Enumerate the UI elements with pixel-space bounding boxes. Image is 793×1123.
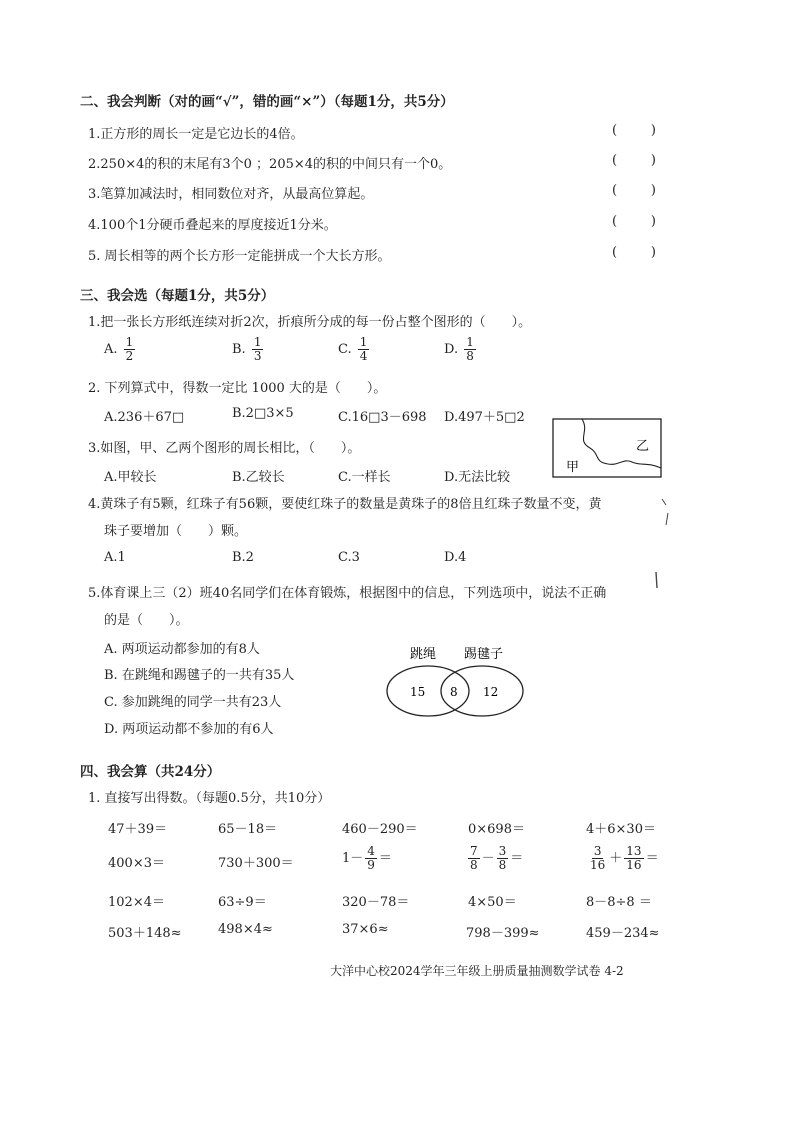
q5-option-b[interactable]: B. 在跳绳和踢毽子的一共有35人 — [104, 668, 295, 683]
fraction: $\frac{4}{9}$ — [367, 844, 375, 872]
figure-label-yi: 乙 — [636, 439, 650, 454]
q1-option-a[interactable] — [104, 336, 137, 363]
figure-label-jia: 甲 — [566, 460, 580, 475]
scan-mark — [658, 495, 674, 531]
choice-q2-text: 2. 下列算式中，得数一定比 1000 大的是（ ）。 — [88, 381, 387, 396]
q4-option-b[interactable]: B.2 — [232, 550, 254, 565]
calc-r1-2: 65－18＝ — [218, 822, 278, 837]
q2-option-d[interactable]: D.497＋5□2 — [444, 410, 525, 425]
option-label: D. — [444, 342, 459, 357]
choice-q1-text: 1.把一张长方形纸连续对折2次，折痕所分成的每一份占整个图形的（ ）。 — [88, 315, 532, 330]
q4-option-a[interactable]: A.1 — [104, 550, 126, 565]
paren-open: ( — [612, 214, 618, 229]
q3-option-d[interactable]: D.无法比较 — [444, 470, 511, 485]
page-footer: 大洋中心校2024学年三年级上册质量抽测数学试卷 4-2 — [330, 964, 624, 978]
fraction: $\frac{1}{2}$ — [125, 335, 134, 363]
option-label: A. — [104, 342, 118, 357]
scan-mark — [652, 570, 662, 592]
calc-r1-4: 0×698＝ — [468, 822, 525, 837]
venn-label-left: 跳绳 — [410, 647, 437, 662]
calc-r3-2: 63÷9＝ — [218, 895, 267, 910]
q1-option-b[interactable] — [232, 336, 265, 363]
perimeter-figure — [552, 418, 664, 480]
choice-q5-line2: 的是（ ）。 — [104, 613, 189, 628]
answer-blank-5[interactable] — [612, 245, 656, 260]
judge-item-4: 4.100个1分硬币叠起来的厚度接近1分米。 — [88, 218, 337, 233]
paren-open: ( — [612, 153, 618, 168]
q4-option-d[interactable]: D.4 — [444, 550, 467, 565]
venn-label-right: 踢毽子 — [464, 647, 504, 662]
section3-heading: 三、我会选（每题1分，共5分） — [80, 288, 275, 304]
choice-q5-line1: 5.体育课上三（2）班40名同学们在体育锻炼，根据图中的信息，下列选项中，说法不正确 — [88, 586, 607, 601]
judge-item-3: 3.笔算加减法时，相同数位对齐，从最高位算起。 — [88, 187, 374, 202]
fraction: $\frac{13}{16}$ — [626, 844, 642, 872]
q1-option-d[interactable] — [444, 336, 478, 363]
calc-r2-5: $\frac{3}{16}$ ＋ $\frac{13}{16}$ ＝ — [590, 844, 659, 872]
fraction: $\frac{7}{8}$ — [470, 844, 478, 872]
fraction: $\frac{3}{16}$ — [590, 844, 606, 872]
q2-option-c[interactable]: C.16□3－698 — [338, 410, 427, 425]
fraction: $\frac{1}{3}$ — [253, 335, 262, 363]
answer-blank-1[interactable] — [612, 123, 656, 138]
fraction: $\frac{1}{8}$ — [466, 335, 474, 363]
paren-close: ) — [650, 214, 656, 229]
paren-open: ( — [612, 123, 618, 138]
calc-r1-1: 47＋39＝ — [108, 822, 168, 837]
answer-blank-3[interactable] — [612, 183, 656, 198]
choice-q4-line2: 珠子要增加（ ）颗。 — [104, 524, 248, 539]
q3-option-a[interactable]: A.甲较长 — [104, 470, 157, 485]
q5-option-c[interactable]: C. 参加跳绳的同学一共有23人 — [104, 695, 282, 710]
calc-r4-5: 459－234≈ — [586, 926, 660, 941]
q5-option-d[interactable]: D. 两项运动都不参加的有6人 — [104, 722, 274, 737]
judge-item-5: 5. 周长相等的两个长方形一定能拼成一个大长方形。 — [88, 249, 391, 264]
venn-diagram — [380, 642, 530, 720]
calc-r4-1: 503＋148≈ — [108, 926, 182, 941]
calc-r4-4: 798－399≈ — [466, 926, 540, 941]
judge-item-2: 2.250×4的积的末尾有3个0 ；205×4的积的中间只有一个0。 — [88, 157, 452, 172]
q3-option-b[interactable]: B.乙较长 — [232, 470, 285, 485]
option-label: C. — [338, 342, 352, 357]
answer-blank-2[interactable] — [612, 153, 656, 168]
q4-option-c[interactable]: C.3 — [338, 550, 360, 565]
fraction: $\frac{1}{4}$ — [359, 335, 368, 363]
q3-option-c[interactable]: C.一样长 — [338, 470, 391, 485]
q5-option-a[interactable]: A. 两项运动都参加的有8人 — [104, 642, 260, 657]
fraction: $\frac{3}{8}$ — [498, 844, 507, 872]
paren-open: ( — [612, 183, 618, 198]
calc-r3-1: 102×4＝ — [108, 895, 165, 910]
paren-close: ) — [650, 123, 656, 138]
calc-r1-5: 4＋6×30＝ — [586, 822, 656, 837]
calc-r3-3: 320－78＝ — [342, 895, 410, 910]
calc-r2-3: 1－ $\frac{4}{9}$ ＝ — [342, 844, 392, 872]
calc-r2-1: 400×3＝ — [108, 856, 165, 871]
calc-r1-3: 460－290＝ — [342, 822, 418, 837]
section4-sub1: 1. 直接写出得数。（每题0.5分，共10分） — [88, 791, 331, 806]
section2-heading: 二、我会判断（对的画“√”，错的画“×”）（每题1分，共5分） — [80, 94, 454, 110]
calc-r3-5: 8－8÷8 ＝ — [586, 895, 652, 910]
section4-heading: 四、我会算（共24分） — [80, 764, 221, 780]
q2-option-a[interactable]: A.236＋67□ — [104, 410, 185, 425]
choice-q4-line1: 4.黄珠子有5颗，红珠子有56颗，要使红珠子的数量是黄珠子的8倍且红珠子数量不变，黄 — [88, 497, 602, 512]
q1-option-c[interactable] — [338, 336, 371, 363]
calc-r2-4: $\frac{7}{8}$ － $\frac{3}{8}$ ＝ — [470, 844, 524, 872]
option-label: B. — [232, 342, 246, 357]
paren-close: ) — [650, 153, 656, 168]
calc-r4-2: 498×4≈ — [218, 922, 273, 937]
judge-item-1: 1.正方形的周长一定是它边长的4倍。 — [88, 127, 304, 142]
venn-left-only: 15 — [410, 685, 426, 699]
choice-q3-text: 3.如图，甲、乙两个图形的周长相比，（ ）。 — [88, 441, 361, 456]
calc-r3-4: 4×50＝ — [468, 895, 517, 910]
answer-blank-4[interactable] — [612, 214, 656, 229]
paren-close: ) — [650, 245, 656, 260]
calc-r4-3: 37×6≈ — [342, 922, 389, 937]
paren-open: ( — [612, 245, 618, 260]
venn-both: 8 — [450, 685, 458, 699]
q2-option-b[interactable]: B.2□3×5 — [232, 406, 294, 421]
paren-close: ) — [650, 183, 656, 198]
venn-right-only: 12 — [483, 685, 499, 699]
calc-r2-2: 730＋300＝ — [218, 856, 294, 871]
